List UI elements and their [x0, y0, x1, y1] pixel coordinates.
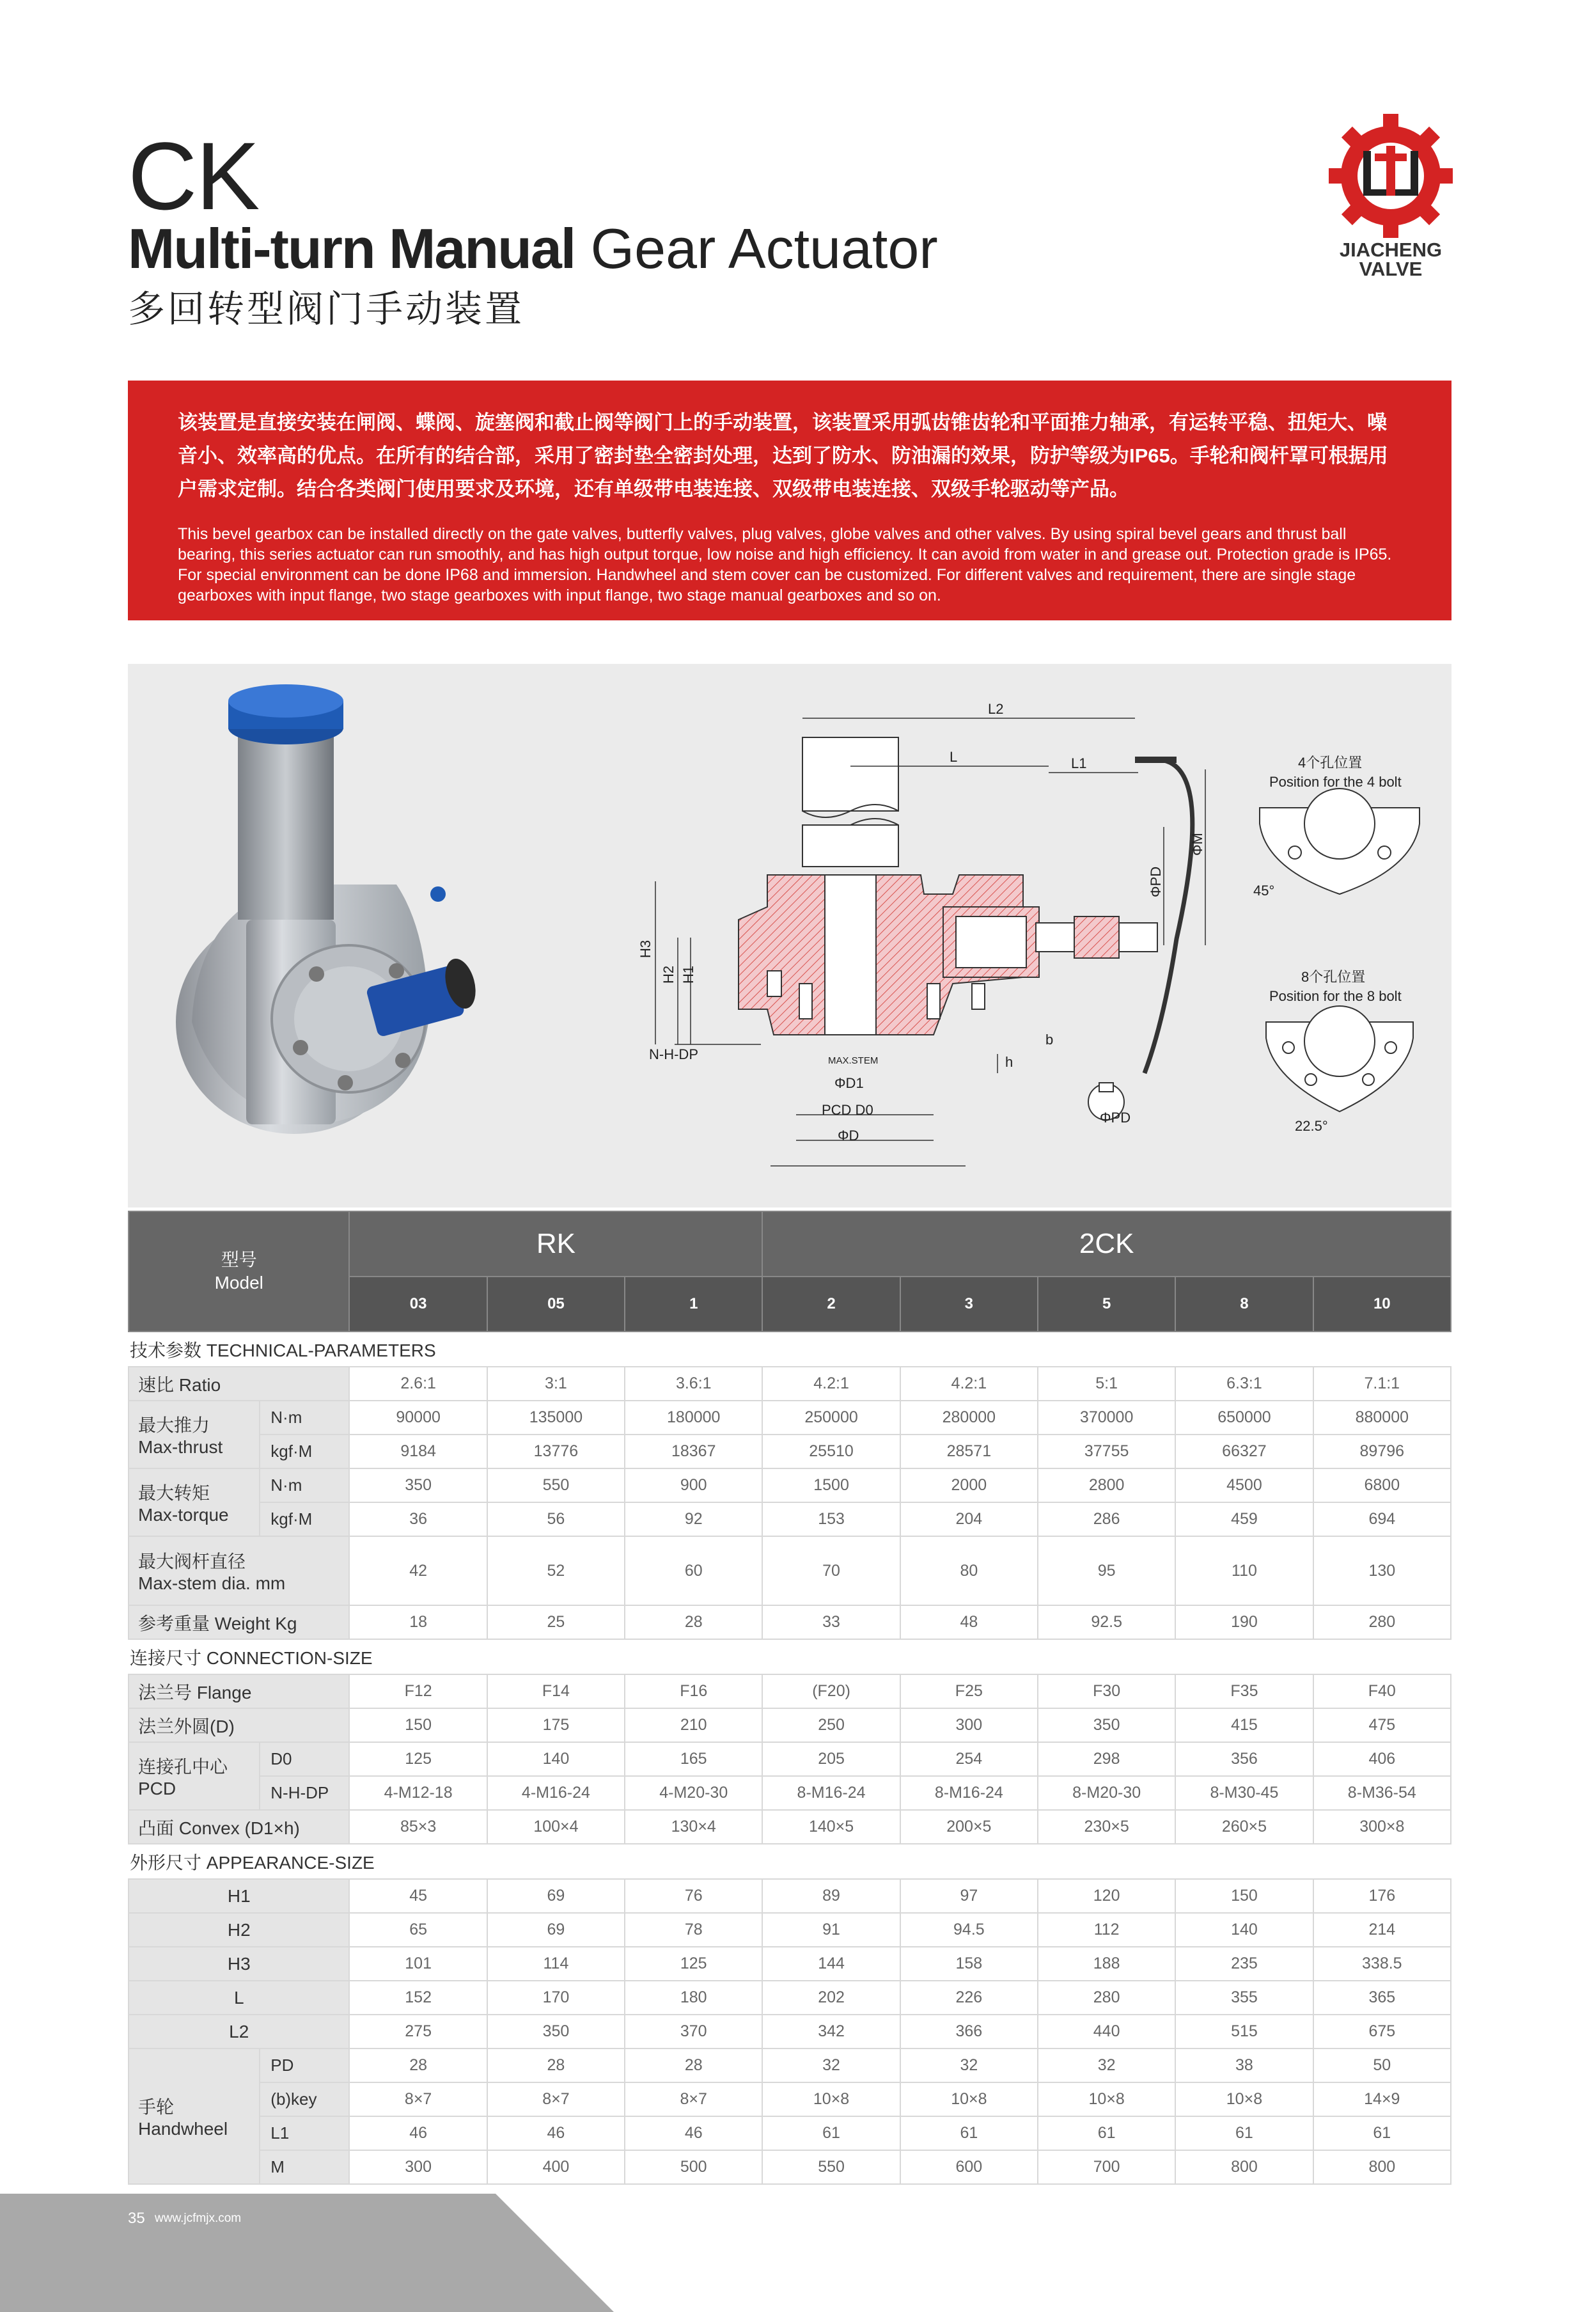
lbl-bolt8-en: Position for the 8 bolt [1269, 988, 1402, 1004]
value-cell: 46 [349, 2116, 487, 2150]
value-cell: 298 [1038, 1742, 1175, 1776]
value-cell: 342 [762, 2015, 900, 2049]
value-cell: 110 [1175, 1536, 1313, 1605]
value-cell: 8×7 [625, 2082, 762, 2116]
row-h3 [129, 1947, 1451, 1981]
value-cell: 300 [900, 1708, 1038, 1742]
lbl-H3: H3 [638, 940, 653, 958]
value-cell: 101 [349, 1947, 487, 1981]
value-cell: 286 [1038, 1502, 1175, 1536]
value-cell: 880000 [1313, 1401, 1451, 1435]
value-cell: 140 [1175, 1913, 1313, 1947]
row-nhdp [129, 1776, 1451, 1810]
value-cell: 356 [1175, 1742, 1313, 1776]
value-cell: 230×5 [1038, 1810, 1175, 1844]
value-cell: F35 [1175, 1674, 1313, 1708]
model-cell: 10 [1313, 1277, 1451, 1332]
row-label: 最大阀杆直径 Max-stem dia. mm [129, 1536, 349, 1605]
value-cell: 650000 [1175, 1401, 1313, 1435]
value-cell: 61 [900, 2116, 1038, 2150]
company-logo [1324, 109, 1458, 281]
bolt-pattern-4 [1260, 789, 1420, 894]
value-cell: 76 [625, 1879, 762, 1913]
lbl-L1: L1 [1071, 755, 1087, 771]
lbl-b: b [1045, 1032, 1054, 1048]
value-cell: 45 [349, 1879, 487, 1913]
value-cell: 28 [625, 1605, 762, 1639]
section-technical: 技术参数 TECHNICAL-PARAMETERS [129, 1332, 1451, 1367]
value-cell: 8-M16-24 [900, 1776, 1038, 1810]
lbl-angle8: 22.5° [1295, 1118, 1328, 1134]
value-cell: 42 [349, 1536, 487, 1605]
row-label: 速比 Ratio [129, 1367, 349, 1401]
value-cell: 120 [1038, 1879, 1175, 1913]
value-cell: 370 [625, 2015, 762, 2049]
row-label: 连接孔中心 PCD [129, 1742, 260, 1810]
row-h1 [129, 1879, 1451, 1913]
lbl-bolt4-en: Position for the 4 bolt [1269, 774, 1402, 790]
value-cell: 694 [1313, 1502, 1451, 1536]
lbl-D1: ΦD1 [834, 1075, 864, 1091]
unit-label: M [260, 2150, 349, 2184]
value-cell: 50 [1313, 2049, 1451, 2082]
value-cell: 2000 [900, 1468, 1038, 1502]
value-cell: 550 [487, 1468, 625, 1502]
lbl-H1: H1 [680, 965, 696, 984]
value-cell: 25 [487, 1605, 625, 1639]
value-cell: 14×9 [1313, 2082, 1451, 2116]
row-label: L [129, 1981, 349, 2015]
value-cell: 4.2:1 [900, 1367, 1038, 1401]
unit-label: N·m [260, 1401, 349, 1435]
value-cell: 515 [1175, 2015, 1313, 2049]
section-appearance: 外形尺寸 APPEARANCE-SIZE [129, 1844, 1451, 1879]
value-cell: 214 [1313, 1913, 1451, 1947]
unit-label: kgf·M [260, 1435, 349, 1468]
value-cell: 5:1 [1038, 1367, 1175, 1401]
value-cell: 125 [349, 1742, 487, 1776]
value-cell: 210 [625, 1708, 762, 1742]
model-header: 型号 Model [129, 1211, 349, 1332]
model-cell: 3 [900, 1277, 1038, 1332]
value-cell: 135000 [487, 1401, 625, 1435]
intro-box [128, 381, 1451, 620]
lbl-bolt4-cn: 4个孔位置 [1298, 755, 1363, 771]
row-label: H3 [129, 1947, 349, 1981]
value-cell: 125 [625, 1947, 762, 1981]
unit-label: N-H-DP [260, 1776, 349, 1810]
model-cell: 03 [349, 1277, 487, 1332]
value-cell: 350 [487, 2015, 625, 2049]
unit-label: PD [260, 2049, 349, 2082]
model-cell: 05 [487, 1277, 625, 1332]
lbl-L2: L2 [988, 701, 1004, 717]
model-cell: 1 [625, 1277, 762, 1332]
value-cell: 3:1 [487, 1367, 625, 1401]
value-cell: 48 [900, 1605, 1038, 1639]
value-cell: F16 [625, 1674, 762, 1708]
product-title [128, 217, 938, 280]
lbl-H2: H2 [661, 965, 677, 984]
product-title-cn: 多回转型阀门手动装置 [128, 288, 525, 330]
gear-actuator-drawing [128, 664, 1451, 1207]
row-flange-d [129, 1708, 1451, 1742]
value-cell: 28 [625, 2049, 762, 2082]
row-weight [129, 1605, 1451, 1639]
value-cell: 25510 [762, 1435, 900, 1468]
value-cell: 475 [1313, 1708, 1451, 1742]
product-figure [128, 664, 1451, 1207]
value-cell: 6800 [1313, 1468, 1451, 1502]
section-drawing [739, 737, 1193, 1120]
value-cell: 175 [487, 1708, 625, 1742]
value-cell: F30 [1038, 1674, 1175, 1708]
row-label: 手轮 Handwheel [129, 2049, 260, 2184]
row-convex [129, 1810, 1451, 1844]
row-label: 凸面 Convex (D1×h) [129, 1810, 349, 1844]
value-cell: F12 [349, 1674, 487, 1708]
value-cell: F14 [487, 1674, 625, 1708]
value-cell: 4-M16-24 [487, 1776, 625, 1810]
value-cell: 800 [1175, 2150, 1313, 2184]
value-cell: 4.2:1 [762, 1367, 900, 1401]
lbl-M: ΦM [1189, 833, 1205, 856]
value-cell: 250000 [762, 1401, 900, 1435]
row-label: H2 [129, 1913, 349, 1947]
row-l [129, 1981, 1451, 2015]
value-cell: 300 [349, 2150, 487, 2184]
value-cell: 235 [1175, 1947, 1313, 1981]
value-cell: 61 [762, 2116, 900, 2150]
value-cell: 10×8 [900, 2082, 1038, 2116]
value-cell: 300×8 [1313, 1810, 1451, 1844]
value-cell: 65 [349, 1913, 487, 1947]
value-cell: 170 [487, 1981, 625, 2015]
value-cell: 97 [900, 1879, 1038, 1913]
row-key [129, 2082, 1451, 2116]
value-cell: 112 [1038, 1913, 1175, 1947]
value-cell: 33 [762, 1605, 900, 1639]
value-cell: 130 [1313, 1536, 1451, 1605]
page-number: 35 [128, 2210, 145, 2227]
row-label: L2 [129, 2015, 349, 2049]
product-code: CK [128, 122, 259, 230]
value-cell: 250 [762, 1708, 900, 1742]
lbl-pcd: PCD D0 [822, 1102, 873, 1118]
value-cell: 254 [900, 1742, 1038, 1776]
lbl-PD: ΦPD [1148, 866, 1164, 897]
value-cell: 366 [900, 2015, 1038, 2049]
value-cell: F25 [900, 1674, 1038, 1708]
value-cell: 4-M12-18 [349, 1776, 487, 1810]
value-cell: 675 [1313, 2015, 1451, 2049]
row-d0 [129, 1742, 1451, 1776]
gear-logo-icon [1324, 109, 1458, 243]
lbl-angle4: 45° [1253, 883, 1275, 899]
value-cell: 150 [349, 1708, 487, 1742]
value-cell: 2800 [1038, 1468, 1175, 1502]
value-cell: 91 [762, 1913, 900, 1947]
unit-label: (b)key [260, 2082, 349, 2116]
value-cell: 1500 [762, 1468, 900, 1502]
value-cell: 500 [625, 2150, 762, 2184]
row-l1 [129, 2116, 1451, 2150]
row-label: 法兰号 Flange [129, 1674, 349, 1708]
value-cell: 18 [349, 1605, 487, 1639]
value-cell: 8×7 [349, 2082, 487, 2116]
value-cell: 100×4 [487, 1810, 625, 1844]
value-cell: 3.6:1 [625, 1367, 762, 1401]
value-cell: 165 [625, 1742, 762, 1776]
value-cell: 80 [900, 1536, 1038, 1605]
value-cell: 130×4 [625, 1810, 762, 1844]
value-cell: 205 [762, 1742, 900, 1776]
value-cell: 350 [1038, 1708, 1175, 1742]
value-cell: 355 [1175, 1981, 1313, 2015]
value-cell: 32 [900, 2049, 1038, 2082]
value-cell: 28 [349, 2049, 487, 2082]
row-pd [129, 2049, 1451, 2082]
value-cell: 700 [1038, 2150, 1175, 2184]
value-cell: 144 [762, 1947, 900, 1981]
value-cell: 10×8 [762, 2082, 900, 2116]
value-cell: 400 [487, 2150, 625, 2184]
row-torque-kgf [129, 1502, 1451, 1536]
value-cell: 95 [1038, 1536, 1175, 1605]
value-cell: 56 [487, 1502, 625, 1536]
row-l2 [129, 2015, 1451, 2049]
value-cell: 13776 [487, 1435, 625, 1468]
value-cell: 69 [487, 1879, 625, 1913]
website-link[interactable]: www.jcfmjx.com [155, 2212, 242, 2225]
spec-table [128, 1211, 1451, 2185]
value-cell: 10×8 [1038, 2082, 1175, 2116]
value-cell: 85×3 [349, 1810, 487, 1844]
row-label: 最大转矩 Max-torque [129, 1468, 260, 1536]
row-m [129, 2150, 1451, 2184]
lbl-L: L [950, 749, 958, 765]
row-label: H1 [129, 1879, 349, 1913]
value-cell: 66327 [1175, 1435, 1313, 1468]
unit-label: L1 [260, 2116, 349, 2150]
value-cell: 140 [487, 1742, 625, 1776]
value-cell: 92.5 [1038, 1605, 1175, 1639]
lbl-bolt8-cn: 8个孔位置 [1301, 969, 1366, 985]
actuator-photo [176, 684, 481, 1134]
value-cell: 226 [900, 1981, 1038, 2015]
value-cell: F40 [1313, 1674, 1451, 1708]
model-cell: 5 [1038, 1277, 1175, 1332]
value-cell: 52 [487, 1536, 625, 1605]
value-cell: 275 [349, 2015, 487, 2049]
value-cell: 61 [1313, 2116, 1451, 2150]
value-cell: 459 [1175, 1502, 1313, 1536]
value-cell: 90000 [349, 1401, 487, 1435]
value-cell: 37755 [1038, 1435, 1175, 1468]
value-cell: 78 [625, 1913, 762, 1947]
value-cell: 8-M30-45 [1175, 1776, 1313, 1810]
product-title-bold: Multi-turn Manual [128, 217, 575, 280]
value-cell: 70 [762, 1536, 900, 1605]
model-cell: 8 [1175, 1277, 1313, 1332]
unit-label: N·m [260, 1468, 349, 1502]
value-cell: 153 [762, 1502, 900, 1536]
value-cell: 600 [900, 2150, 1038, 2184]
value-cell: 46 [487, 2116, 625, 2150]
value-cell: 550 [762, 2150, 900, 2184]
intro-cn: 该装置是直接安装在闸阀、蝶阀、旋塞阀和截止阀等阀门上的手动装置，该装置采用弧齿锥齿轮和平面推力轴承，有运转平稳、扭矩大、噪音小、效率高的优点。在所有的结合部，采用了密封垫全密封处理，达到了防水、防油漏的效果，防护等级为IP65。手轮和阀杆罩可根据用户需求定制。结合各类阀门使用要求及环境，还有单级带电装连接、双级带电装连接、双级手轮驱动等产品。 [178, 411, 1388, 500]
intro-en: This bevel gearbox can be installed directly on the gate valves, butterfly valves, plug valves, globe valves and other valves. By using spiral bevel gears and thrust ball bearing, this series actuator can run smoothly, and has high output torque, low noise and high efficiency. It can avoid from water in and grease out. Protection grade is IP65. For special environment can be done IP68 and immersion. Handwheel and stem cover can be customized. For different valves and requirement, there are single stage gearboxes with input flange, two stage gearboxes with input flange, two stage manual gearboxes and so on. [178, 525, 1392, 604]
value-cell: 280 [1313, 1605, 1451, 1639]
value-cell: 415 [1175, 1708, 1313, 1742]
value-cell: 180 [625, 1981, 762, 2015]
value-cell: 370000 [1038, 1401, 1175, 1435]
value-cell: 114 [487, 1947, 625, 1981]
value-cell: 32 [1038, 2049, 1175, 2082]
value-cell: 152 [349, 1981, 487, 2015]
lbl-nhdp: N-H-DP [649, 1046, 698, 1062]
row-label: 最大推力 Max-thrust [129, 1401, 260, 1468]
value-cell: 6.3:1 [1175, 1367, 1313, 1401]
value-cell: 18367 [625, 1435, 762, 1468]
value-cell: 406 [1313, 1742, 1451, 1776]
logo-line1: JIACHENG [1339, 239, 1443, 261]
value-cell: 8-M36-54 [1313, 1776, 1451, 1810]
value-cell: 89 [762, 1879, 900, 1913]
value-cell: 202 [762, 1981, 900, 2015]
value-cell: 2.6:1 [349, 1367, 487, 1401]
group-rk: RK [349, 1211, 762, 1277]
row-thrust-kgf [129, 1435, 1451, 1468]
value-cell: 365 [1313, 1981, 1451, 2015]
value-cell: 92 [625, 1502, 762, 1536]
value-cell: 176 [1313, 1879, 1451, 1913]
value-cell: 61 [1175, 2116, 1313, 2150]
logo-line2: VALVE [1359, 258, 1423, 280]
value-cell: 280000 [900, 1401, 1038, 1435]
product-title-light: Gear Actuator [590, 217, 938, 280]
value-cell: 200×5 [900, 1810, 1038, 1844]
unit-label: kgf·M [260, 1502, 349, 1536]
value-cell: 190 [1175, 1605, 1313, 1639]
value-cell: 4-M20-30 [625, 1776, 762, 1810]
value-cell: 69 [487, 1913, 625, 1947]
value-cell: 140×5 [762, 1810, 900, 1844]
group-2ck: 2CK [762, 1211, 1451, 1277]
value-cell: 60 [625, 1536, 762, 1605]
lbl-D: ΦD [838, 1128, 859, 1144]
row-label: 参考重量 Weight Kg [129, 1605, 349, 1639]
value-cell: 180000 [625, 1401, 762, 1435]
value-cell: 800 [1313, 2150, 1451, 2184]
value-cell: 158 [900, 1947, 1038, 1981]
value-cell: 61 [1038, 2116, 1175, 2150]
row-torque-nm [129, 1468, 1451, 1502]
row-flange [129, 1674, 1451, 1708]
value-cell: 204 [900, 1502, 1038, 1536]
value-cell: 94.5 [900, 1913, 1038, 1947]
value-cell: 440 [1038, 2015, 1175, 2049]
footer-band [0, 2194, 614, 2312]
bolt-pattern-8 [1266, 1006, 1413, 1112]
value-cell: 9184 [349, 1435, 487, 1468]
row-h2 [129, 1913, 1451, 1947]
value-cell: 28 [487, 2049, 625, 2082]
unit-label: D0 [260, 1742, 349, 1776]
value-cell: 10×8 [1175, 2082, 1313, 2116]
model-cell: 2 [762, 1277, 900, 1332]
value-cell: 8-M16-24 [762, 1776, 900, 1810]
lbl-h: h [1005, 1054, 1013, 1070]
value-cell: 8-M20-30 [1038, 1776, 1175, 1810]
value-cell: 38 [1175, 2049, 1313, 2082]
value-cell: 28571 [900, 1435, 1038, 1468]
value-cell: 350 [349, 1468, 487, 1502]
value-cell: (F20) [762, 1674, 900, 1708]
row-stem [129, 1536, 1451, 1605]
value-cell: 32 [762, 2049, 900, 2082]
value-cell: 188 [1038, 1947, 1175, 1981]
value-cell: 280 [1038, 1981, 1175, 2015]
value-cell: 36 [349, 1502, 487, 1536]
value-cell: 900 [625, 1468, 762, 1502]
value-cell: 7.1:1 [1313, 1367, 1451, 1401]
value-cell: 4500 [1175, 1468, 1313, 1502]
lbl-PD2: ΦPD [1100, 1110, 1131, 1126]
value-cell: 89796 [1313, 1435, 1451, 1468]
value-cell: 150 [1175, 1879, 1313, 1913]
lbl-maxstem: MAX.STEM [828, 1055, 879, 1066]
row-thrust-nm [129, 1401, 1451, 1435]
value-cell: 338.5 [1313, 1947, 1451, 1981]
row-label: 法兰外圆(D) [129, 1708, 349, 1742]
section-connection: 连接尺寸 CONNECTION-SIZE [129, 1639, 1451, 1674]
table-header-row [129, 1211, 1451, 1277]
value-cell: 46 [625, 2116, 762, 2150]
row-ratio [129, 1367, 1451, 1401]
value-cell: 260×5 [1175, 1810, 1313, 1844]
value-cell: 8×7 [487, 2082, 625, 2116]
